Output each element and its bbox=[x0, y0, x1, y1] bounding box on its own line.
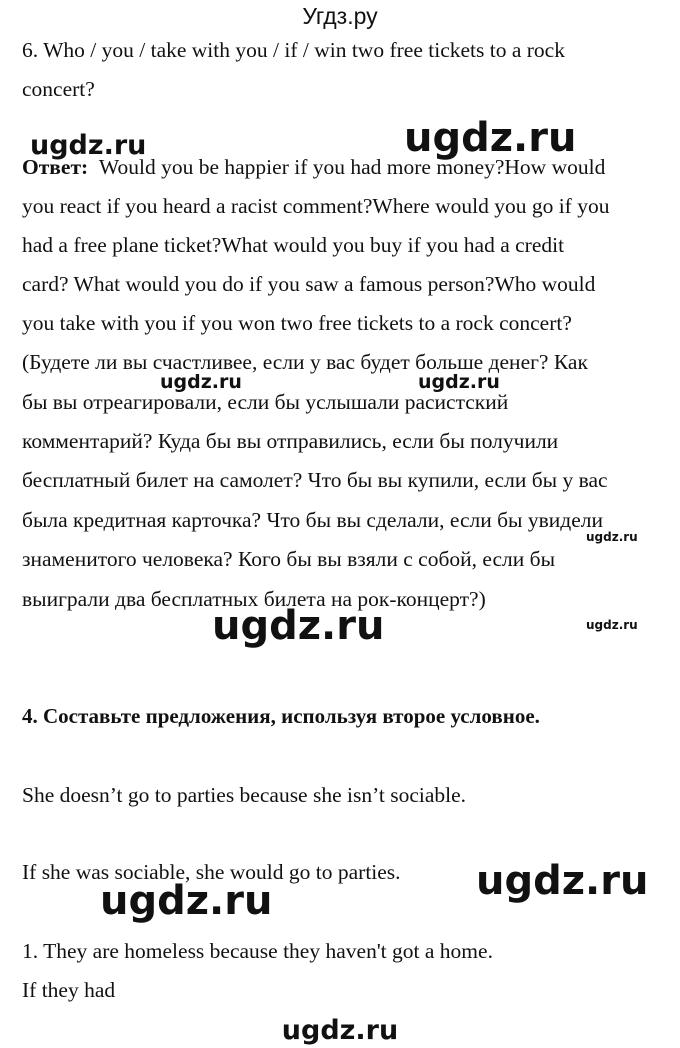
example-sentence: She doesn’t go to parties because she isn’t sociable. bbox=[22, 783, 467, 807]
watermark: ugdz.ru bbox=[586, 618, 638, 632]
watermark: ugdz.ru bbox=[212, 603, 385, 649]
answer-label: Ответ: bbox=[22, 155, 89, 179]
answer-line: card? What would you do if you saw a famous person?Who would bbox=[22, 272, 596, 296]
watermark: ugdz.ru bbox=[160, 371, 242, 393]
question-line: concert? bbox=[22, 77, 95, 101]
question-line: 6. Who / you / take with you / if / win two free tickets to a rock bbox=[22, 38, 565, 62]
answer-line: знаменитого человека? Кого бы вы взяли с собой, если бы bbox=[22, 547, 556, 571]
watermark: ugdz.ru bbox=[586, 530, 638, 544]
watermark: ugdz.ru bbox=[281, 1015, 399, 1046]
watermark: ugdz.ru bbox=[100, 878, 273, 924]
watermark: ugdz.ru bbox=[30, 130, 147, 161]
answer-line: комментарий? Куда бы вы отправились, если бы получили bbox=[22, 429, 559, 453]
answer-line: you take with you if you won two free tickets to a rock concert? bbox=[22, 311, 572, 335]
watermark: ugdz.ru bbox=[418, 371, 500, 393]
answer-line bbox=[22, 157, 605, 179]
exercise-answer: If they had bbox=[22, 978, 116, 1002]
exercise-item: 1. They are homeless because they haven't got a home. bbox=[22, 939, 493, 963]
example-answer: If she was sociable, she would go to parties. bbox=[22, 860, 401, 884]
answer-line: you react if you heard a racist comment?Where would you go if you bbox=[22, 194, 610, 218]
answer-line: (Будете ли вы счастливее, если у вас будет больше денег? Как bbox=[22, 350, 588, 374]
answer-line: выиграли два бесплатных билета на рок-концерт?) bbox=[22, 587, 486, 611]
answer-line: бесплатный билет на самолет? Что бы вы купили, если бы у вас bbox=[22, 468, 608, 492]
task-heading: 4. Составьте предложения, используя второе условное. bbox=[22, 704, 540, 728]
site-title: Угдз.ру bbox=[302, 3, 378, 29]
answer-line: была кредитная карточка? Что бы вы сделали, если бы увидели bbox=[22, 508, 603, 532]
answer-line: бы вы отреагировали, если бы услышали расистский bbox=[22, 390, 509, 414]
watermark: ugdz.ru bbox=[476, 858, 649, 904]
answer-text: Would you be happier if you had more money?How would bbox=[98, 155, 606, 179]
answer-line: had a free plane ticket?What would you buy if you had a credit bbox=[22, 233, 565, 257]
watermark: ugdz.ru bbox=[404, 115, 577, 161]
